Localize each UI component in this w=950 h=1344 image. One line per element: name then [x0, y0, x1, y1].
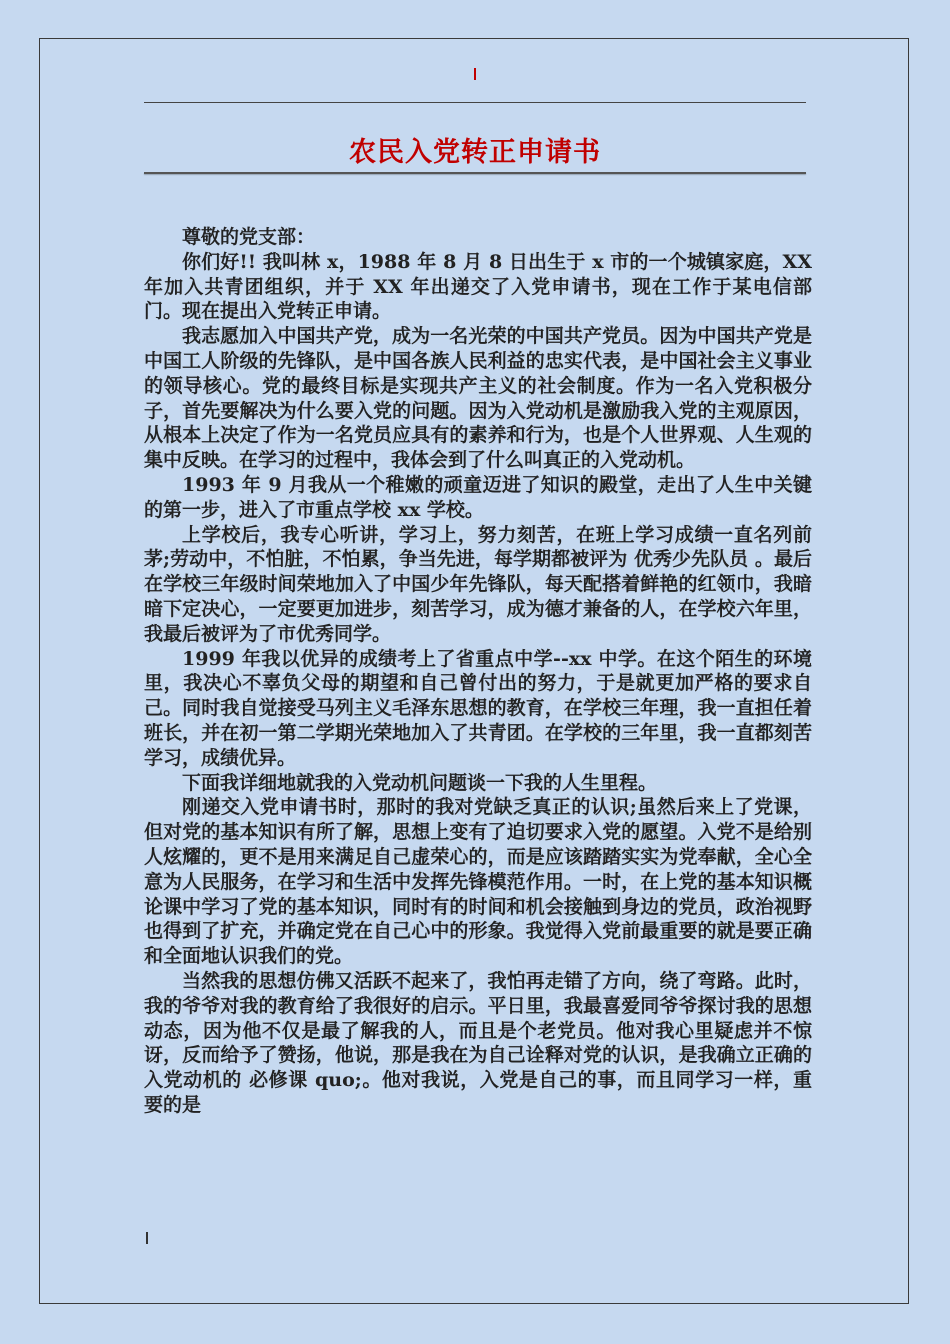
paragraph: 上学校后，我专心听讲，学习上，努力刻苦，在班上学习成绩一直名列前茅;劳动中，不怕脏，不怕累，争当先进，每学期都被评为 优秀少先队员 。最后在学校三年级时间荣地加入了中国少年先锋队，每天配搭着鲜艳的红领巾，我暗暗下定决心，一定要更加进步，刻苦学习，成为德才兼备的人，在学校六年里，我最后被评为了市优秀同学。	[144, 523, 812, 645]
paragraph: 当然我的思想仿佛又活跃不起来了，我怕再走错了方向，绕了弯路。此时，我的爷爷对我的教育给了我很好的启示。平日里，我最喜爱同爷爷探讨我的思想动态，因为他不仅是最了解我的人，而且是个老党员。他对我心里疑虑并不惊讶，反而给予了赞扬，他说，那是我在为自己诠释对党的认识，是我确立正确的入党动机的 必修课 quo;。他对我说，入党是自己的事，而且同学习一样，重要的是	[144, 969, 812, 1116]
paragraph: 你们好!! 我叫林 x，1988 年 8 月 8 日出生于 x 市的一个城镇家庭，XX 年加入共青团组织，并于 XX 年出递交了入党申请书，现在工作于某电信部门。现在提出入党转正申请。	[144, 250, 812, 323]
paragraph: 我志愿加入中国共产党，成为一名光荣的中国共产党员。因为中国共产党是中国工人阶级的先锋队，是中国各族人民利益的忠实代表，是中国社会主义事业的领导核心。党的最终目标是实现共产主义的社会制度。作为一名入党积极分子，首先要解决为什么要入党的问题。因为入党动机是激励我入党的主观原因，从根本上决定了作为一名党员应具有的素养和行为，也是个人世界观、人生观的集中反映。在学习的过程中，我体会到了什么叫真正的入党动机。	[144, 325, 812, 472]
header-cursor-mark	[474, 68, 476, 80]
salutation: 尊敬的党支部：	[182, 226, 316, 248]
footer-cursor-mark	[146, 1232, 148, 1244]
document-body	[144, 225, 812, 1118]
title-rule	[144, 172, 806, 174]
header-rule	[144, 102, 806, 103]
paragraph: 1999 年我以优异的成绩考上了省重点中学--xx 中学。在这个陌生的环境里，我决心不辜负父母的期望和自己曾付出的努力，于是就更加严格的要求自己。同时我自觉接受马列主义毛泽东思想的教育，在学校三年理，我一直担任着班长，并在初一第二学期光荣地加入了共青团。在学校的三年里，我一直都刻苦学习，成绩优异。	[144, 647, 812, 769]
paragraph: 下面我详细地就我的入党动机问题谈一下我的人生里程。	[182, 771, 658, 794]
document-title: 农民入党转正申请书	[349, 137, 601, 168]
paragraph: 刚递交入党申请书时，那时的我对党缺乏真正的认识;虽然后来上了党课，但对党的基本知识有所了解，思想上变有了迫切要求入党的愿望。入党不是给别人炫耀的，更不是用来满足自己虚荣心的，而是应该踏踏实实为党奉献，全心全意为人民服务，在学习和生活中发挥先锋模范作用。一时，在上党的基本知识概论课中学习了党的基本知识，同时有的时间和机会接触到身边的党员，政治视野也得到了扩充，并确定党在自己心中的形象。我觉得入党前最重要的就是要正确和全面地认识我们的党。	[144, 796, 812, 968]
paragraph: 1993 年 9 月我从一个稚嫩的顽童迈进了知识的殿堂，走出了人生中关键的第一步，进入了市重点学校 xx 学校。	[144, 473, 812, 521]
